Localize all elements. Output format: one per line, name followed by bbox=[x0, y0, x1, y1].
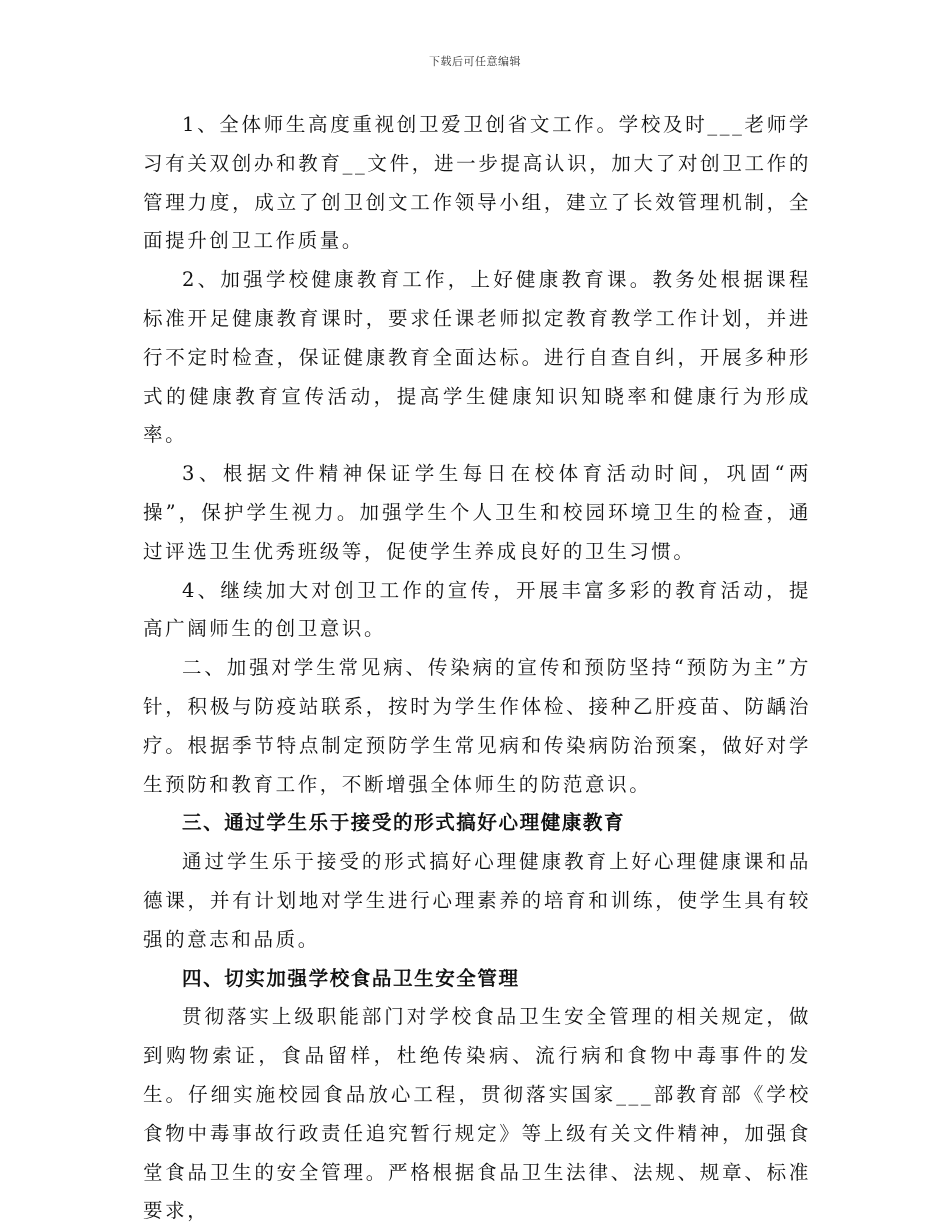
section-heading-4: 四、切实加强学校食品卫生安全管理 bbox=[182, 966, 520, 990]
section-heading-3: 三、通过学生乐于接受的形式搞好心理健康教育 bbox=[182, 811, 626, 835]
paragraph-item-2: 2、加强学校健康教育工作，上好健康教育课。教务处根据课程标准开足健康教育课时，要求任课老师拟定教育教学工作计划，并进行不定时检查，保证健康教育全面达标。进行自查自纠，开展多种形式的健康教育宣传活动，提高学生健康知识知晓率和健康行为形成率。 bbox=[143, 268, 811, 447]
paragraph-section-3: 通过学生乐于接受的形式搞好心理健康教育上好心理健康课和品德课，并有计划地对学生进行心理素养的培育和训练，使学生具有较强的意志和品质。 bbox=[143, 850, 811, 951]
paragraph-section-2: 二、加强对学生常见病、传染病的宣传和预防坚持“预防为主”方针，积极与防疫站联系，按时为学生作体检、接种乙肝疫苗、防龋治疗。根据季节特点制定预防学生常见病和传染病防治预案，做好对学生预防和教育工作，不断增强全体师生的防范意识。 bbox=[143, 656, 811, 796]
paragraph-section-4: 贯彻落实上级职能部门对学校食品卫生安全管理的相关规定，做到购物索证，食品留样，杜绝传染病、流行病和食物中毒事件的发生。仔细实施校园食品放心工程，贯彻落实国家___部教育部《学校食物中毒事故行政责任追究暂行规定》等上级有关文件精神，加强食堂食品卫生的安全管理。严格根据食品卫生法律、法规、规章、标准要求， bbox=[143, 1005, 811, 1223]
paragraph-item-1: 1、全体师生高度重视创卫爱卫创省文工作。学校及时___老师学习有关双创办和教育__文件，进一步提高认识，加大了对创卫工作的管理力度，成立了创卫创文工作领导小组，建立了长效管理机制，全面提升创卫工作质量。 bbox=[143, 113, 811, 253]
document-body bbox=[143, 106, 811, 1231]
page-header: 下载后可任意编辑 bbox=[429, 55, 521, 68]
paragraph-item-3: 3、根据文件精神保证学生每日在校体育活动时间，巩固“两操”，保护学生视力。加强学生个人卫生和校园环境卫生的检查，通过评选卫生优秀班级等，促使学生养成良好的卫生习惯。 bbox=[143, 462, 811, 563]
paragraph-item-4: 4、继续加大对创卫工作的宣传，开展丰富多彩的教育活动，提高广阔师生的创卫意识。 bbox=[143, 578, 811, 641]
